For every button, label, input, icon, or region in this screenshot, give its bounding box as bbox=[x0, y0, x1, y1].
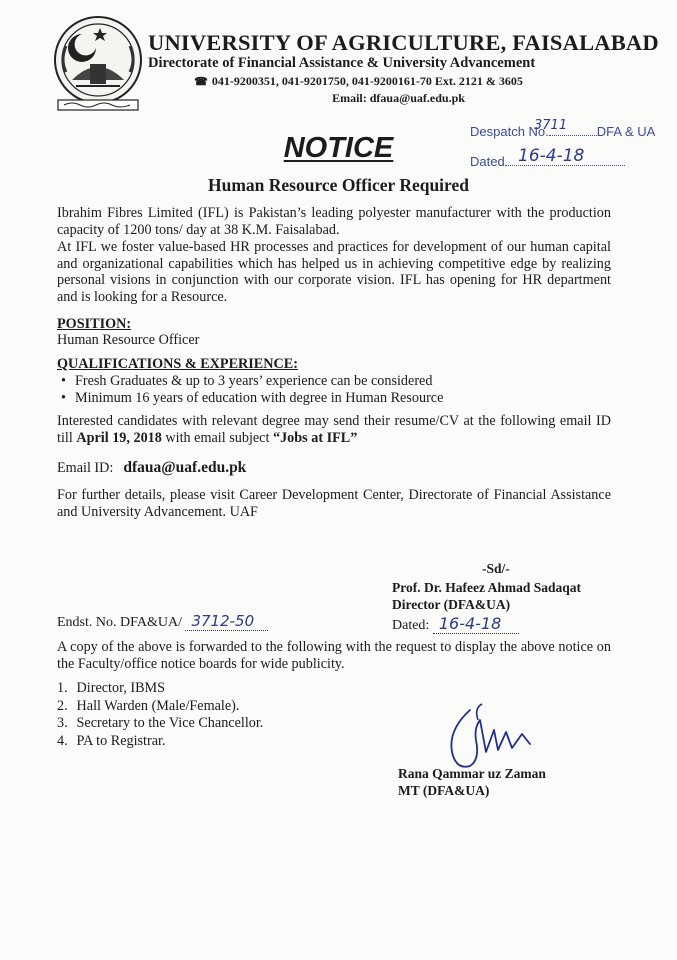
qualifications-heading: QUALIFICATIONS & EXPERIENCE: bbox=[57, 356, 298, 372]
apply-subject: “Jobs at IFL” bbox=[272, 429, 358, 446]
qualifications-list bbox=[57, 373, 443, 407]
director-dated: Dated: 16-4-18 bbox=[392, 614, 519, 634]
signed-mark: -Sd/- bbox=[482, 561, 510, 576]
director-name: Prof. Dr. Hafeez Ahmad Sadaqat bbox=[392, 580, 581, 595]
directorate-name: Directorate of Financial Assistance & University Advancement bbox=[148, 55, 536, 71]
despatch-label: Despatch No. bbox=[470, 124, 549, 139]
list-item: 4. PA to Registrar. bbox=[57, 732, 166, 749]
notice-title: NOTICE bbox=[283, 132, 394, 164]
notice-subtitle: Human Resource Officer Required bbox=[207, 175, 469, 195]
stamp-dated-label: Dated bbox=[470, 154, 505, 169]
endorsement-number: Endst. No. DFA&UA/ 3712-50 bbox=[57, 612, 268, 631]
position-heading: POSITION: bbox=[57, 316, 132, 332]
email-label: Email ID: bbox=[57, 460, 114, 476]
director-dated-value: 16-4-18 bbox=[433, 614, 519, 634]
apply-paragraph: Interested candidates with relevant degree may send their resume/CV at the following email ID till April 19, 2018 with email subject “Jobs at IFL” bbox=[57, 413, 611, 446]
director-title: Director (DFA&UA) bbox=[392, 597, 511, 612]
phone-numbers bbox=[0, 74, 677, 89]
copy-paragraph: A copy of the above is forwarded to the following with the request to display the above notice on the Faculty/office notice boards for wide publicity. bbox=[57, 639, 611, 672]
list-item: 3. Secretary to the Vice Chancellor. bbox=[57, 715, 264, 731]
position-value: Human Resource Officer bbox=[57, 332, 200, 348]
details-paragraph: For further details, please visit Career Development Center, Directorate of Financial Assistance and University Advancement. UAF bbox=[57, 487, 611, 520]
email-link[interactable]: dfaua@uaf.edu.pk bbox=[123, 459, 247, 476]
despatch-suffix: DFA & UA bbox=[596, 124, 656, 139]
mt-title: MT (DFA&UA) bbox=[398, 783, 490, 798]
header-email: Email: dfaua@uaf.edu.pk bbox=[332, 91, 465, 105]
culture-paragraph: At IFL we foster value-based HR processes and practices for development of our human capital and organizational capabilities which has helped us in achieving competitive edge by realizing personal visions in conjunction with our corporate vision. IFL has opening for HR department and is looking for a Resource. bbox=[57, 239, 611, 305]
intro-paragraph: Ibrahim Fibres Limited (IFL) is Pakistan’s leading polyester manufacturer with the production capacity of 1200 tons/ day at 38 K.M. Faisalabad. bbox=[57, 205, 611, 238]
university-name: UNIVERSITY OF AGRICULTURE, FAISALABAD bbox=[148, 30, 659, 55]
list-item: 2. Hall Warden (Male/Female). bbox=[57, 697, 240, 714]
list-item: • Minimum 16 years of education with degree in Human Resource bbox=[57, 390, 443, 407]
recipients-list bbox=[57, 680, 263, 750]
list-item: 1. Director, IBMS bbox=[57, 680, 166, 696]
mt-name: Rana Qammar uz Zaman bbox=[398, 766, 546, 781]
stamp-dated-value: 16-4-18 bbox=[518, 146, 585, 166]
phone-text: 041-9200351, 041-9201750, 041-9200161-70 Ext. 2121 & 3605 bbox=[211, 74, 523, 88]
endorsement-value: 3712-50 bbox=[185, 612, 268, 631]
apply-deadline: April 19, 2018 bbox=[76, 429, 162, 446]
email-id-line bbox=[57, 459, 246, 477]
list-item: • Fresh Graduates & up to 3 years’ experience can be considered bbox=[57, 373, 443, 390]
despatch-number: 3711 bbox=[534, 118, 568, 133]
phone-icon: ☎ bbox=[194, 76, 208, 88]
